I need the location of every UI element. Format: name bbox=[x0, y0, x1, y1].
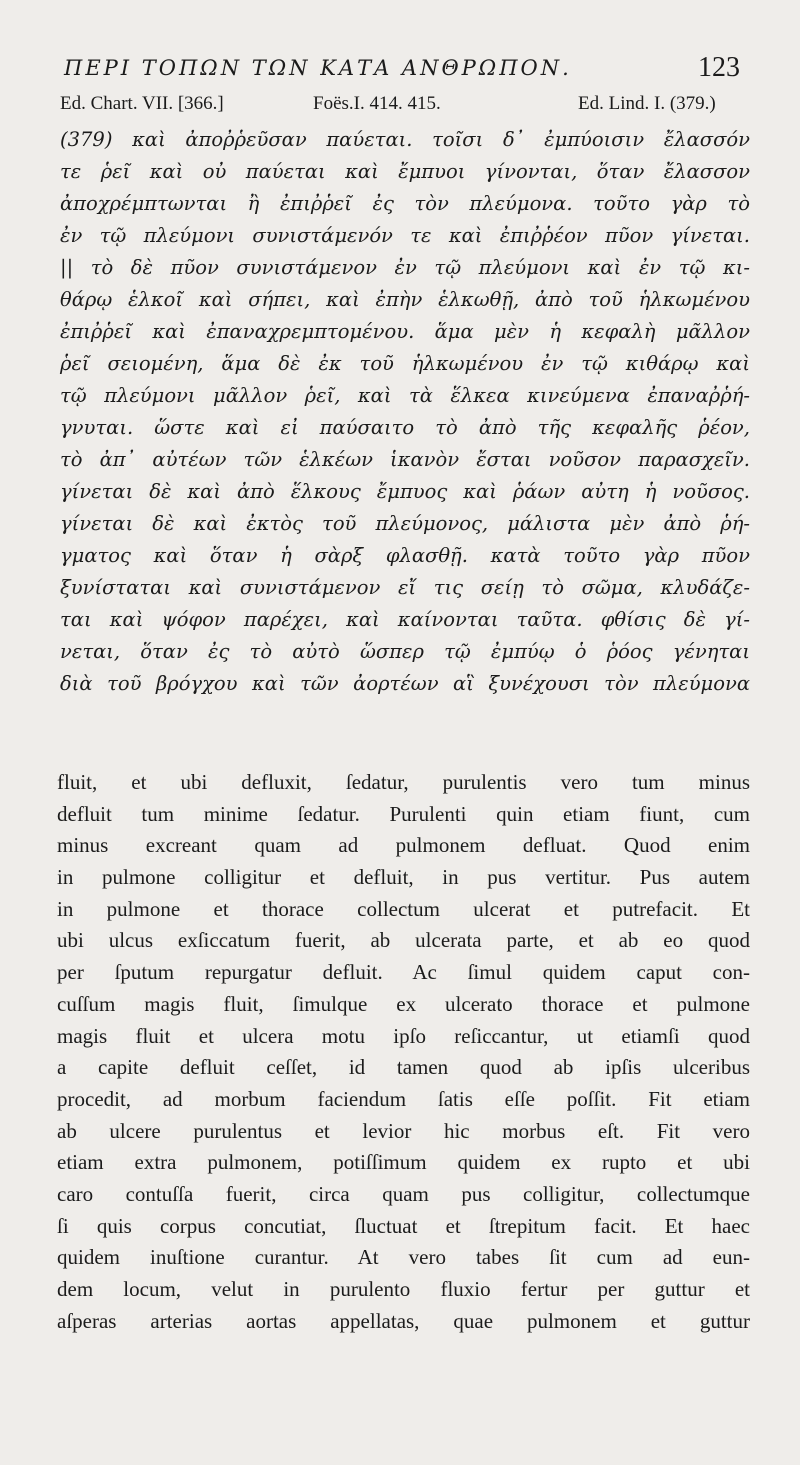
latin-line: a capite defluit ceſſet, id tamen quod ab ipſis ulceribus bbox=[57, 1055, 750, 1080]
greek-line: γίνεται δὲ καὶ ἐκτὸς τοῦ πλεύμονος, μάλιστα μὲν ἀπὸ ῥή- bbox=[60, 512, 750, 535]
latin-line: minus excreant quam ad pulmonem defluat. Quod enim bbox=[57, 833, 750, 858]
latin-line: in pulmone et thorace collectum ulcerat et putrefacit. Et bbox=[57, 896, 750, 921]
latin-line: quidem inuſtione curantur. At vero tabes ſit cum ad eun- bbox=[57, 1245, 750, 1270]
latin-line: ſi quis corpus concutiat, ſluctuat et ſtrepitum facit. Et haec bbox=[57, 1213, 750, 1238]
latin-line: etiam extra pulmonem, potiſſimum quidem ex rupto et ubi bbox=[57, 1150, 750, 1175]
latin-line: procedit, ad morbum faciendum ſatis eſſe poſſit. Fit etiam bbox=[57, 1086, 750, 1111]
greek-line: ἐπιῤῥεῖ καὶ ἐπαναχρεμπτομένου. ἅμα μὲν ἡ κεφαλὴ μᾶλλον bbox=[60, 320, 750, 343]
greek-line: ἐν τῷ πλεύμονι συνιστάμενόν τε καὶ ἐπιῤῥέον πῦον γίνεται. bbox=[60, 224, 750, 247]
greek-line: ται καὶ ψόφον παρέχει, καὶ καίνονται ταῦτα. φθίσις δὲ γί- bbox=[60, 608, 750, 631]
greek-line: ἀποχρέμπτωνται ἢ ἐπιῤῥεῖ ἐς τὸν πλεύμονα. τοῦτο γὰρ τὸ bbox=[60, 192, 750, 215]
latin-text-block bbox=[57, 767, 750, 1337]
reference-foesius: Foës.I. 414. 415. bbox=[313, 93, 441, 114]
greek-line: νεται, ὅταν ἐς τὸ αὐτὸ ὥσπερ τῷ ἐμπύῳ ὁ ῥόος γένηται bbox=[60, 640, 750, 663]
latin-line: caro contuſſa fuerit, circa quam pus colligitur, collectumque bbox=[57, 1181, 750, 1206]
latin-line: aſperas arterias aortas appellatas, quae pulmonem et guttur bbox=[57, 1308, 750, 1333]
latin-line: cuſſum magis fluit, ſimulque ex ulcerato thorace et pulmone bbox=[57, 991, 750, 1016]
latin-line: defluit tum minime ſedatur. Purulenti quin etiam fiunt, cum bbox=[57, 801, 750, 826]
greek-line: τὸ ἀπ᾽ αὐτέων τῶν ἑλκέων ἱκανὸν ἔσται νοῦσον παρασχεῖν. bbox=[60, 448, 750, 471]
reference-chartier: Ed. Chart. VII. [366.] bbox=[60, 93, 224, 114]
greek-text-block bbox=[60, 124, 750, 700]
greek-line: (379) καὶ ἀποῤῥεῦσαν παύεται. τοῖσι δ᾽ ἐμπύοισιν ἔλασσόν bbox=[60, 128, 750, 151]
latin-line: per ſputum repurgatur defluit. Ac ſimul quidem caput con- bbox=[57, 960, 750, 985]
latin-line: magis fluit et ulcera motu ipſo reſiccantur, ut etiamſi quod bbox=[57, 1023, 750, 1048]
greek-line: διὰ τοῦ βρόγχου καὶ τῶν ἀορτέων αἳ ξυνέχουσι τὸν πλεύμονα bbox=[60, 672, 750, 695]
latin-line: in pulmone colligitur et defluit, in pus vertitur. Pus autem bbox=[57, 865, 750, 890]
running-head-title: ΠΕΡΙ ΤΟΠΩΝ ΤΩΝ ΚΑΤΑ ΑΝΘΡΩΠΟΝ. bbox=[64, 56, 572, 80]
greek-line: γίνεται δὲ καὶ ἀπὸ ἕλκους ἔμπυος καὶ ῥάων αὐτη ἡ νοῦσος. bbox=[60, 480, 750, 503]
edition-references bbox=[58, 93, 748, 121]
reference-linden: Ed. Lind. I. (379.) bbox=[578, 93, 716, 114]
page-number: 123 bbox=[698, 52, 740, 83]
greek-line: τῷ πλεύμονι μᾶλλον ῥεῖ, καὶ τὰ ἕλκεα κινεύμενα ἐπαναῤῥή- bbox=[60, 384, 750, 407]
latin-line: fluit, et ubi defluxit, ſedatur, purulentis vero tum minus bbox=[57, 770, 750, 794]
greek-line: γνυται. ὥστε καὶ εἰ παύσαιτο τὸ ἀπὸ τῆς κεφαλῆς ῥέον, bbox=[60, 416, 750, 439]
latin-line: ab ulcere purulentus et levior hic morbus eſt. Fit vero bbox=[57, 1118, 750, 1143]
latin-line: ubi ulcus exſiccatum fuerit, ab ulcerata parte, et ab eo quod bbox=[57, 928, 750, 953]
greek-line: θάρῳ ἑλκοῖ καὶ σήπει, καὶ ἐπὴν ἑλκωθῇ, ἀπὸ τοῦ ἡλκωμένου bbox=[60, 288, 750, 311]
running-head bbox=[58, 50, 748, 94]
greek-line: γματος καὶ ὅταν ἡ σὰρξ φλασθῇ. κατὰ τοῦτο γὰρ πῦον bbox=[60, 544, 750, 567]
latin-line: dem locum, velut in purulento fluxio fertur per guttur et bbox=[57, 1277, 750, 1301]
greek-line: ῥεῖ σειομένη, ἅμα δὲ ἐκ τοῦ ἡλκωμένου ἐν τῷ κιθάρῳ καὶ bbox=[60, 352, 750, 375]
greek-line: ξυνίσταται καὶ συνιστάμενον εἴ τις σείῃ τὸ σῶμα, κλυδάζε- bbox=[60, 576, 750, 599]
greek-line: τε ῥεῖ καὶ οὐ παύεται καὶ ἔμπυοι γίνονται, ὅταν ἔλασσον bbox=[60, 160, 750, 183]
greek-line: || τὸ δὲ πῦον συνιστάμενον ἐν τῷ πλεύμονι καὶ ἐν τῷ κι- bbox=[60, 256, 750, 279]
